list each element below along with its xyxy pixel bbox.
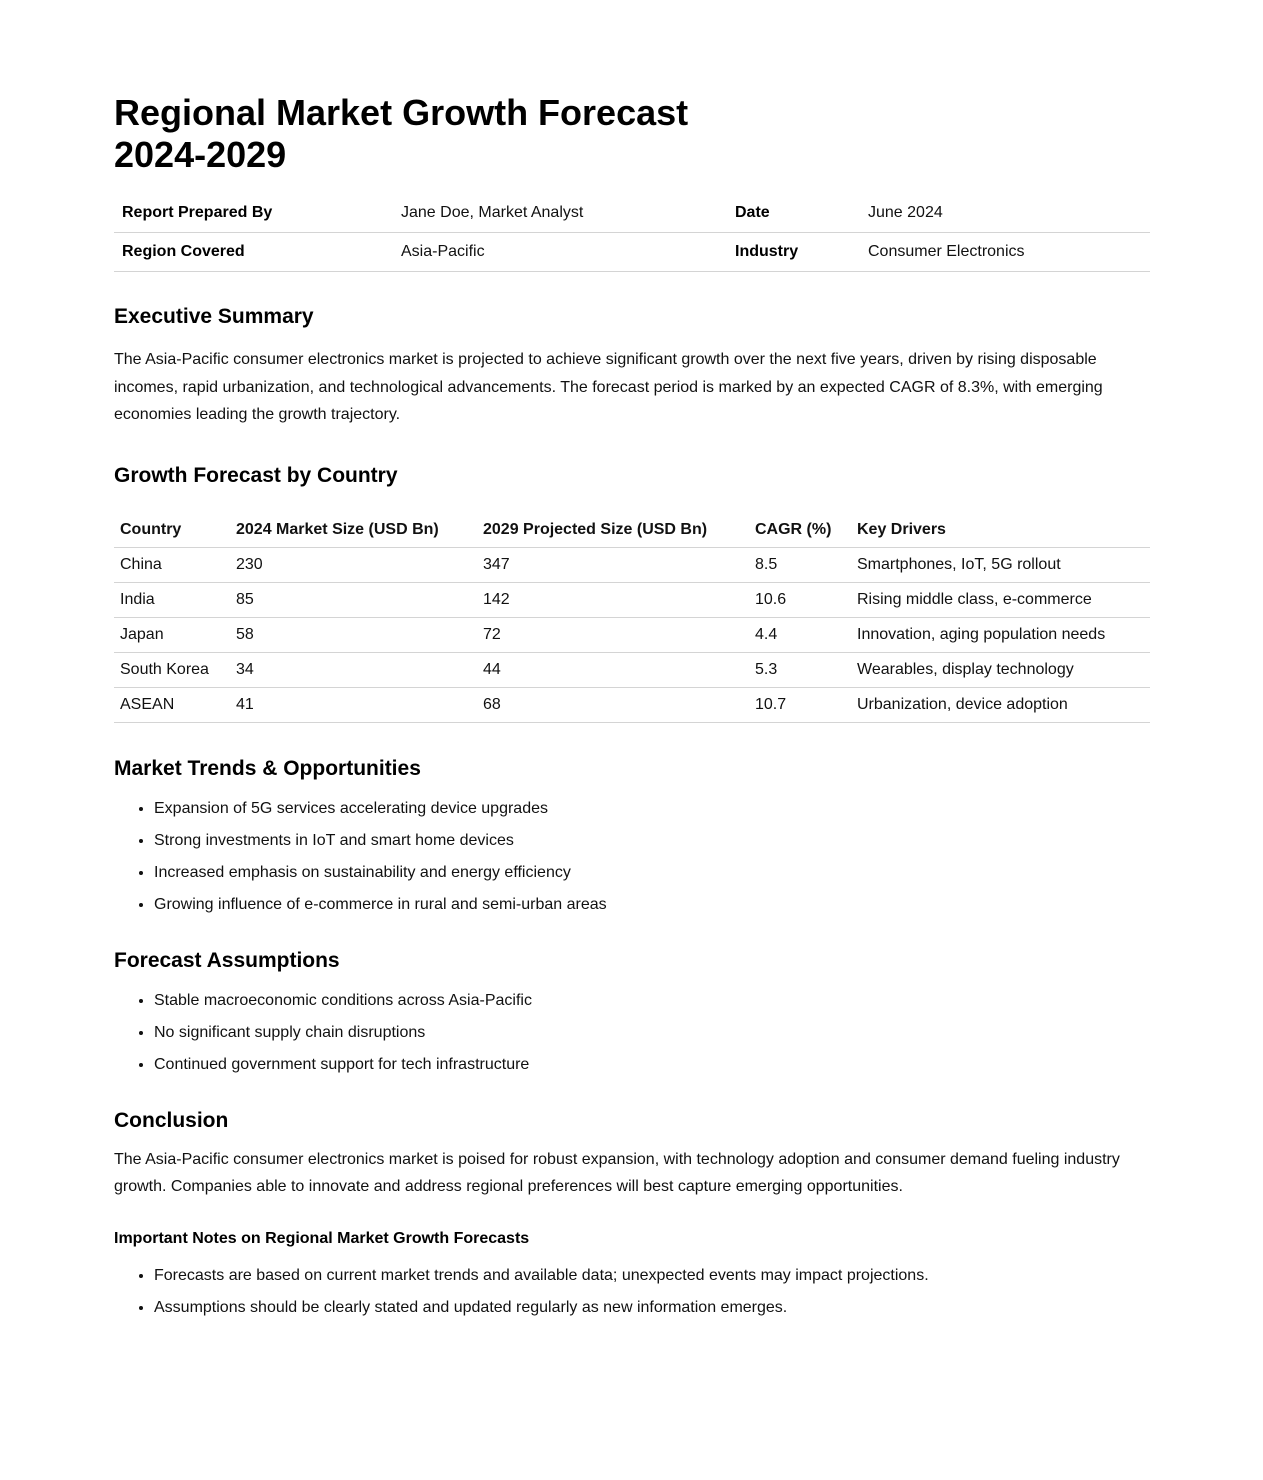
table-cell: 230 <box>230 547 477 582</box>
table-cell: Smartphones, IoT, 5G rollout <box>851 547 1150 582</box>
table-row <box>114 617 1150 652</box>
table-cell: 8.5 <box>749 547 851 582</box>
table-cell: 347 <box>477 547 749 582</box>
table-cell: 34 <box>230 652 477 687</box>
table-cell: China <box>114 547 230 582</box>
conclusion-text: The Asia-Pacific consumer electronics market is poised for robust expansion, with technology adoption and consumer demand fueling industry growth. Companies able to innovate and address regional preferences will best capture emerging opportunities. <box>114 1150 1120 1195</box>
table-row <box>114 652 1150 687</box>
meta-value: June 2024 <box>860 194 1150 233</box>
table-cell: 72 <box>477 617 749 652</box>
meta-label: Industry <box>727 233 860 272</box>
list-item: • Strong investments in IoT and smart home devices <box>154 831 1150 851</box>
meta-label: Report Prepared By <box>114 194 393 233</box>
meta-value: Asia-Pacific <box>393 233 727 272</box>
table-cell: 58 <box>230 617 477 652</box>
table-cell: 41 <box>230 687 477 722</box>
column-header: CAGR (%) <box>749 513 851 548</box>
report-meta-table <box>114 194 1150 272</box>
table-cell: Wearables, display technology <box>851 652 1150 687</box>
column-header: Key Drivers <box>851 513 1150 548</box>
market-trends-heading: Market Trends & Opportunities <box>114 756 421 780</box>
table-cell: South Korea <box>114 652 230 687</box>
table-cell: Innovation, aging population needs <box>851 617 1150 652</box>
list-item: • Stable macroeconomic conditions across Asia-Pacific <box>154 991 1150 1011</box>
meta-value: Jane Doe, Market Analyst <box>393 194 727 233</box>
column-header: 2029 Projected Size (USD Bn) <box>477 513 749 548</box>
column-header: 2024 Market Size (USD Bn) <box>230 513 477 548</box>
list-item: • Assumptions should be clearly stated and updated regularly as new information emerges. <box>154 1298 1150 1318</box>
notes-heading: Important Notes on Regional Market Growth Forecasts <box>114 1229 530 1247</box>
growth-forecast-heading: Growth Forecast by Country <box>114 463 398 487</box>
meta-label: Date <box>727 194 860 233</box>
page-title: Regional Market Growth Forecast 2024-2029 <box>114 92 689 175</box>
table-cell: Rising middle class, e-commerce <box>851 582 1150 617</box>
table-header-row <box>114 513 1150 548</box>
column-header: Country <box>114 513 230 548</box>
table-cell: 10.6 <box>749 582 851 617</box>
list-item: • Expansion of 5G services accelerating device upgrades <box>154 799 1150 819</box>
meta-row <box>114 233 1150 272</box>
forecast-assumptions-list <box>114 991 1150 1075</box>
list-item: • No significant supply chain disruptions <box>154 1023 1150 1043</box>
table-cell: 10.7 <box>749 687 851 722</box>
table-cell: 5.3 <box>749 652 851 687</box>
table-cell: 85 <box>230 582 477 617</box>
market-trends-list <box>114 799 1150 915</box>
list-item: • Continued government support for tech infrastructure <box>154 1055 1150 1075</box>
conclusion-heading: Conclusion <box>114 1108 229 1132</box>
list-item: • Increased emphasis on sustainability and energy efficiency <box>154 863 1150 883</box>
list-item: • Forecasts are based on current market trends and available data; unexpected events may impact projections. <box>154 1266 1150 1286</box>
executive-summary-text: The Asia-Pacific consumer electronics market is projected to achieve significant growth over the next five years, driven by rising disposable incomes, rapid urbanization, and technological advancements. The forecast period is marked by an expected CAGR of 8.3%, with emerging economies leading the growth trajectory. <box>114 351 1103 423</box>
meta-label: Region Covered <box>114 233 393 272</box>
meta-row <box>114 194 1150 233</box>
meta-value: Consumer Electronics <box>860 233 1150 272</box>
table-cell: ASEAN <box>114 687 230 722</box>
table-cell: 4.4 <box>749 617 851 652</box>
table-cell: 142 <box>477 582 749 617</box>
table-cell: India <box>114 582 230 617</box>
report-content <box>114 92 1150 1330</box>
table-cell: 44 <box>477 652 749 687</box>
table-row <box>114 547 1150 582</box>
table-cell: Urbanization, device adoption <box>851 687 1150 722</box>
executive-summary-heading: Executive Summary <box>114 305 314 328</box>
forecast-assumptions-heading: Forecast Assumptions <box>114 948 340 972</box>
notes-list <box>114 1266 1150 1318</box>
table-cell: Japan <box>114 617 230 652</box>
growth-forecast-table <box>114 513 1150 723</box>
table-row <box>114 582 1150 617</box>
table-cell: 68 <box>477 687 749 722</box>
list-item: • Growing influence of e-commerce in rural and semi-urban areas <box>154 895 1150 915</box>
table-row <box>114 687 1150 722</box>
